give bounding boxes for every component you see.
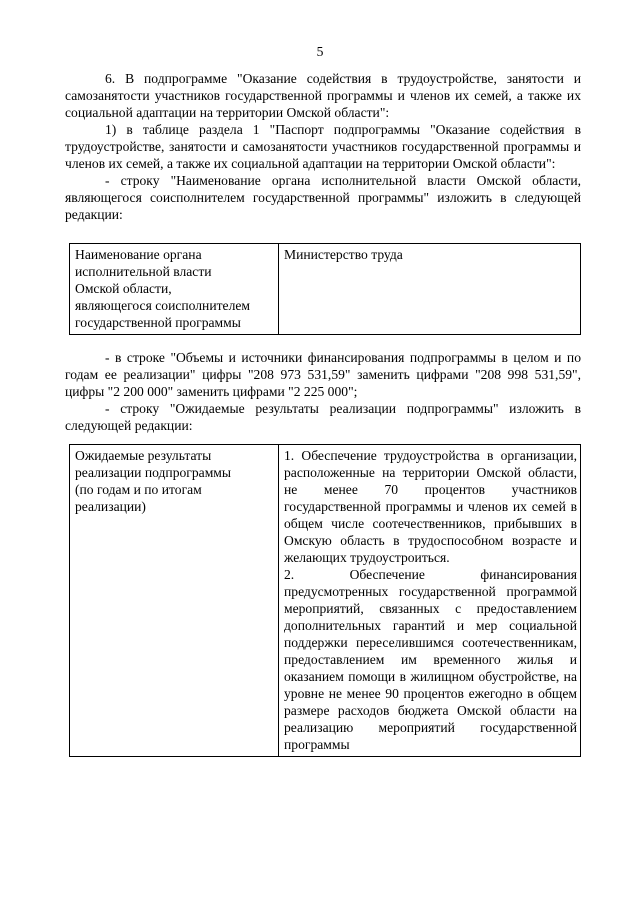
page-number: 5	[316, 44, 324, 59]
cell-line: Наименование органа	[75, 247, 202, 262]
cell-line: реализации)	[75, 499, 146, 514]
cell-line: исполнительной власти	[75, 264, 212, 279]
table-coexecutor	[69, 243, 581, 335]
result-item-1: 1. Обеспечение трудоустройства в организации, расположенные на территории Омской области, не менее 70 процентов участников государственной программы и членов их семей в общем числе соотечественников, прибывших в Омскую область в трудоспособном возрасте и желающих трудоустроиться.	[284, 448, 577, 565]
table-row	[70, 244, 581, 335]
table-row	[70, 445, 581, 757]
cell-line: (по годам и по итогам	[75, 482, 202, 497]
cell-line: реализации подпрограммы	[75, 465, 232, 480]
cell-line: являющегося соисполнителем	[75, 298, 250, 313]
table-expected-results	[69, 444, 581, 757]
table-cell-label	[70, 445, 279, 757]
result-item-2: 2. Обеспечение финансирования предусмотренных государственной программой мероприятий, связанных с предоставлением дополнительных гарантий и мер социальной поддержки переселившимся соотечественникам, предоставлением им временного жилья и оказанием помощи в жилищном обустройстве, на уровне не менее 90 процентов ежегодно в общем размере расходов бюджета Омской области на реализацию мероприятий государственной программы	[284, 567, 577, 752]
table-cell-value: Министерство труда	[279, 244, 581, 335]
cell-line: Ожидаемые результаты	[75, 448, 212, 463]
cell-line: Омской области,	[75, 281, 172, 296]
paragraph-row-coexecutor: - строку "Наименование органа исполнительной власти Омской области, являющегося соисполнителем государственной программы" изложить в следующей редакции:	[65, 173, 581, 222]
paragraph-expected-results: - строку "Ожидаемые результаты реализации подпрограммы" изложить в следующей редакции:	[65, 401, 581, 433]
table-cell-label	[70, 244, 279, 335]
paragraph-item-6: 6. В подпрограмме "Оказание содействия в трудоустройстве, занятости и самозанятости участников государственной программы и членов их семей, а также их социальной адаптации на территории Омской области":	[65, 71, 581, 120]
paragraph-financing: - в строке "Объемы и источники финансирования подпрограммы в целом и по годам ее реализации" цифры "208 973 531,59" заменить цифрами "208 998 531,59", цифры "2 200 000" заменить цифрами "2 225 000";	[65, 350, 581, 399]
document-body	[65, 70, 581, 757]
table-cell-value	[279, 445, 581, 757]
paragraph-subitem-1: 1) в таблице раздела 1 "Паспорт подпрограммы "Оказание содействия в трудоустройстве, занятости и самозанятости участников государственной программы и членов их семей, а также их социальной адаптации на территории Омской области":	[65, 122, 581, 171]
cell-line: государственной программы	[75, 315, 241, 330]
